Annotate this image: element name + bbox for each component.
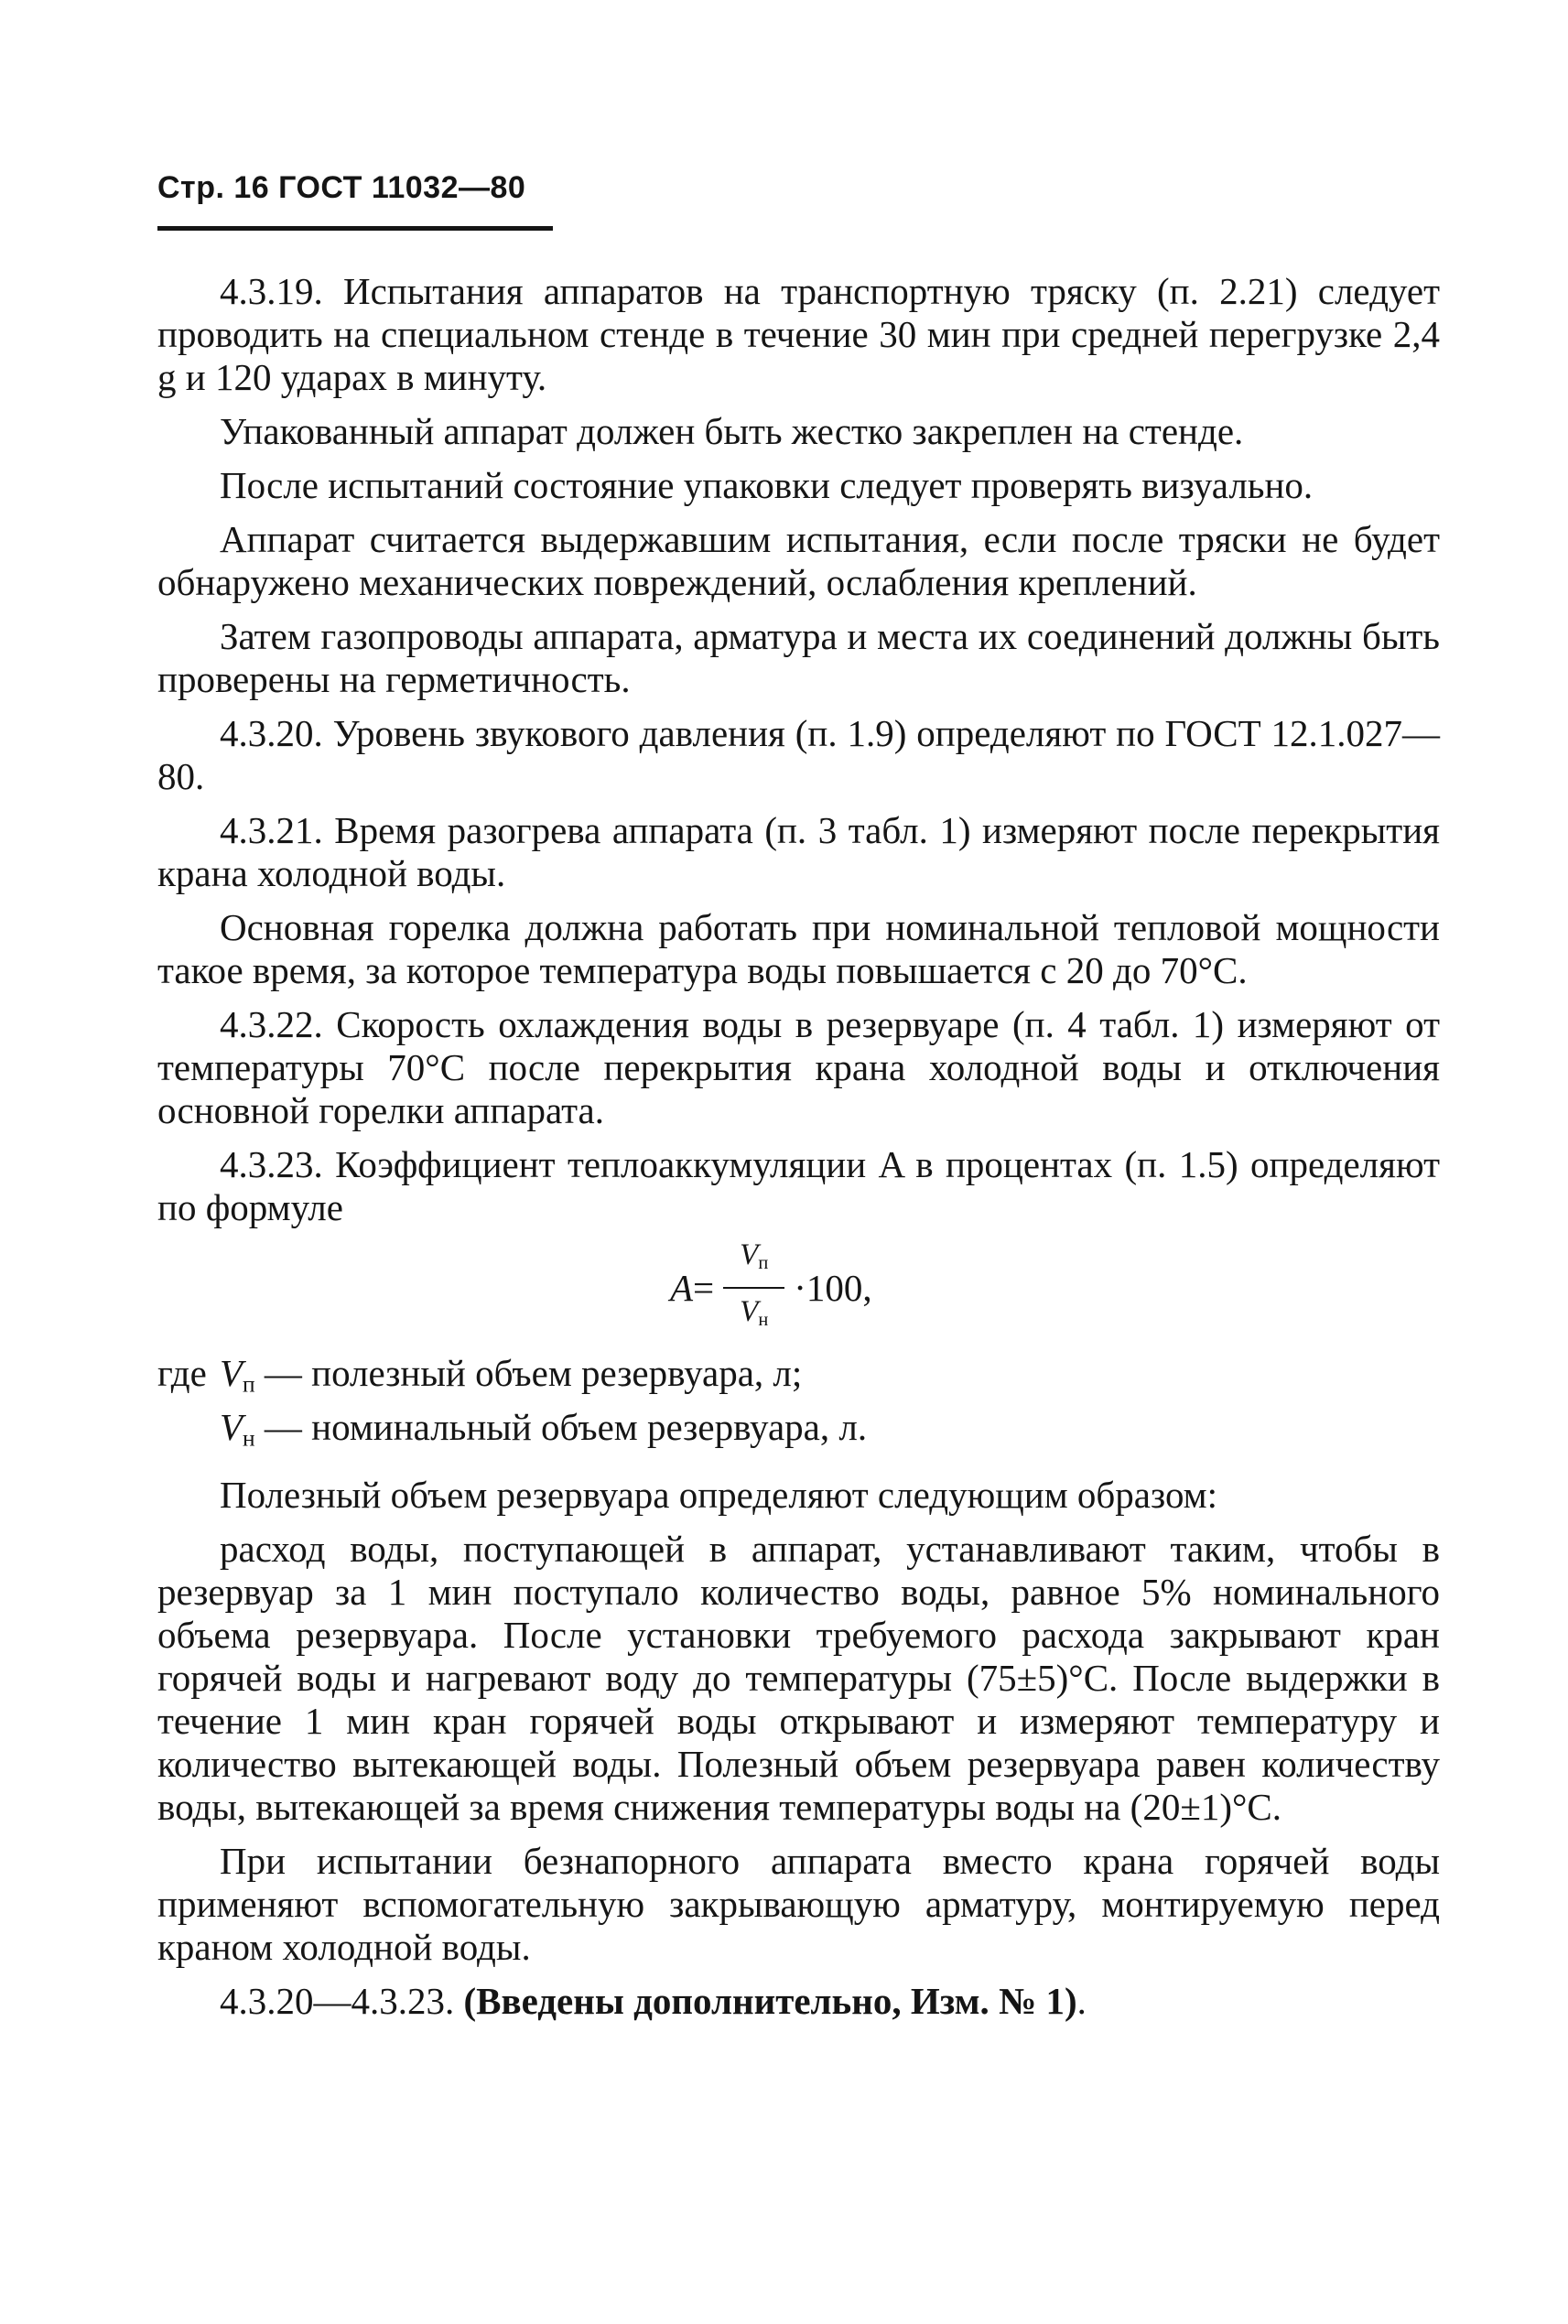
paragraph-mounting: Упакованный аппарат должен быть жестко закреплен на стенде. xyxy=(220,410,1244,452)
paragraph-useful-volume: Полезный объем резервуара определяют следующим образом: xyxy=(220,1473,1218,1516)
note-end: . xyxy=(1076,1979,1087,2022)
paragraph-4-3-23: 4.3.23. Коэффициент теплоаккумуляции A в процентах (п. 1.5) определяют по формуле xyxy=(157,1143,1440,1228)
paragraph-visual-check: После испытаний состояние упаковки следует проверять визуально. xyxy=(220,464,1314,506)
paragraph-burner: Основная горелка должна работать при номинальной тепловой мощности такое время, за которое температура воды повышается с 20 до 70°С. xyxy=(157,906,1440,991)
paragraph-leak-check: Затем газопроводы аппарата, арматура и места их соединений должны быть проверены на герметичность. xyxy=(157,615,1440,700)
note-text: (Введены дополнительно, Изм. № 1) xyxy=(463,1979,1077,2022)
formula-denominator xyxy=(740,1289,768,1342)
formula-rhs: ·100, xyxy=(794,1266,872,1309)
header-rule xyxy=(157,226,553,231)
where-spacer xyxy=(157,1406,220,1460)
where-item-1 xyxy=(220,1352,802,1406)
paragraph-4-3-22: 4.3.22. Скорость охлаждения воды в резервуаре (п. 4 табл. 1) измеряют от температуры 70°С после перекрытия крана холодной воды и отключения основной горелки аппарата. xyxy=(157,1003,1440,1131)
document-body xyxy=(157,270,1440,2034)
denominator-sub: н xyxy=(758,1310,769,1331)
formula xyxy=(670,1240,872,1335)
amendment-note xyxy=(157,1980,1440,2023)
where-block xyxy=(157,1352,1440,1461)
where-item-2 xyxy=(220,1406,867,1460)
numerator-sub: п xyxy=(758,1253,769,1273)
paragraph-pass-criteria: Аппарат считается выдержавшим испытания, если после тряски не будет обнаружено механических повреждений, ослабления креплений. xyxy=(157,518,1440,603)
paragraph-non-pressure: При испытании безнапорного аппарата вместо крана горячей воды применяют вспомогательную закрывающую арматуру, монтируемую перед краном холодной воды. xyxy=(157,1839,1440,1968)
where-item-1-desc: — полезный объем резервуара, л; xyxy=(254,1352,803,1394)
where-label: где xyxy=(157,1352,207,1394)
where-row xyxy=(157,1352,1440,1406)
where-item-1-var: V xyxy=(220,1352,243,1394)
formula-fraction xyxy=(723,1234,784,1342)
formula-block xyxy=(157,1240,1440,1335)
denominator-var: V xyxy=(740,1295,759,1328)
where-item-2-desc: — номинальный объем резервуара, л. xyxy=(254,1406,868,1449)
formula-lhs: A xyxy=(670,1266,694,1309)
paragraph-procedure: расход воды, поступающей в аппарат, устанавливают таким, чтобы в резервуар за 1 мин поступало количество воды, равное 5% номинального объема резервуара. После установки требуемого расхода закрывают кран горячей воды и нагревают воду до температуры (75±5)°С. После выдержки в течение 1 мин кран горячей воды открывают и измеряют температуру и количество вытекающей воды. Полезный объем резервуара равен количеству воды, вытекающей за время снижения температуры воды на (20±1)°С. xyxy=(157,1527,1440,1828)
paragraph-4-3-21: 4.3.21. Время разогрева аппарата (п. 3 табл. 1) измеряют после перекрытия крана холодной воды. xyxy=(157,809,1440,894)
note-ref: 4.3.20—4.3.23. xyxy=(220,1979,455,2022)
paragraph-4-3-19: 4.3.19. Испытания аппаратов на транспортную тряску (п. 2.21) следует проводить на специальном стенде в течение 30 мин при средней перегрузке 2,4 g и 120 ударах в минуту. xyxy=(157,270,1440,398)
where-item-1-sub: п xyxy=(243,1371,255,1398)
page-header: Стр. 16 ГОСТ 11032—80 xyxy=(157,170,526,205)
formula-numerator xyxy=(723,1234,784,1289)
where-item-2-sub: н xyxy=(243,1425,255,1452)
where-row xyxy=(157,1406,1440,1460)
where-item-2-var: V xyxy=(220,1406,243,1449)
paragraph-4-3-20: 4.3.20. Уровень звукового давления (п. 1.9) определяют по ГОСТ 12.1.027—80. xyxy=(157,712,1440,797)
numerator-var: V xyxy=(740,1238,759,1271)
formula-equals: = xyxy=(693,1266,715,1309)
